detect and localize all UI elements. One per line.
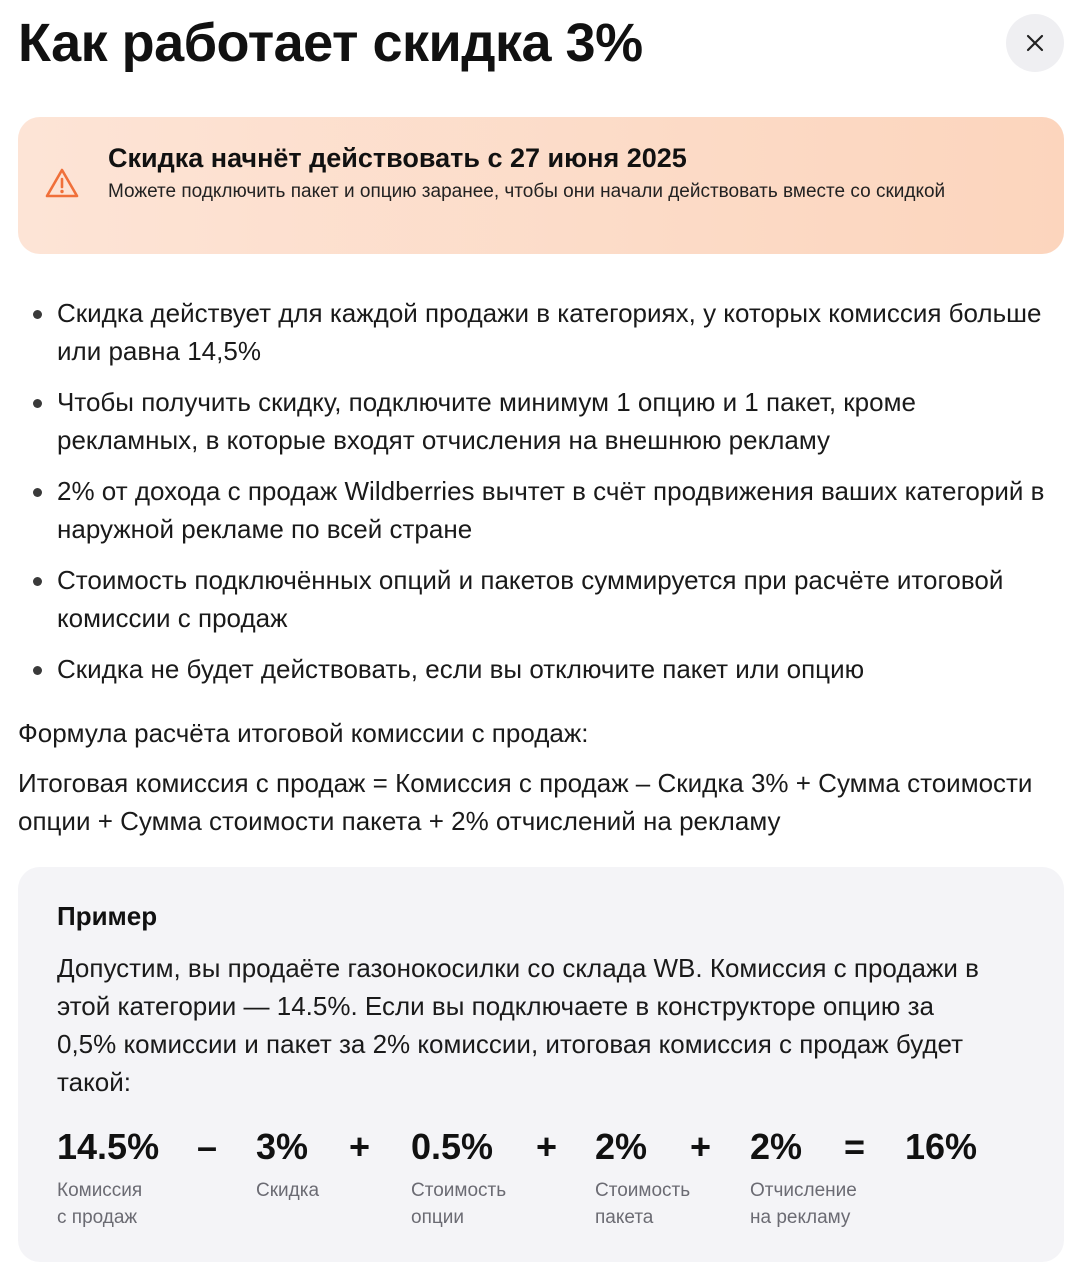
term-value: 2% bbox=[750, 1126, 803, 1167]
term-label: Стоимость опции bbox=[411, 1180, 507, 1228]
list-item bbox=[0, 472, 1079, 548]
list-item-text: 2% от дохода с продаж Wildberries вычтет в счёт продвижения ваших категорий в наружной рекламе по всей стране bbox=[57, 476, 1045, 544]
warning-icon bbox=[44, 167, 80, 199]
operator-plus: + bbox=[349, 1126, 371, 1167]
bullet-dot bbox=[33, 310, 42, 319]
formula-heading: Формула расчёта итоговой комиссии с продаж: bbox=[18, 718, 589, 748]
close-icon bbox=[1025, 33, 1045, 53]
term-total bbox=[905, 1125, 977, 1169]
bullet-dot bbox=[33, 577, 42, 586]
list-item-text: Скидка действует для каждой продажи в категориях, у которых комиссия больше или равна 14,5% bbox=[57, 298, 1042, 366]
list-item bbox=[0, 650, 1079, 688]
term-value: 0.5% bbox=[411, 1126, 494, 1167]
bullet-dot bbox=[33, 488, 42, 497]
banner-title: Скидка начнёт действовать с 27 июня 2025 bbox=[108, 143, 687, 173]
bullet-dot bbox=[33, 666, 42, 675]
term-advertising bbox=[750, 1125, 857, 1231]
formula-text: Итоговая комиссия с продаж = Комиссия с продаж – Скидка 3% + Сумма стоимости опции + Сумма стоимости пакета + 2% отчислений на рекламу bbox=[18, 768, 1033, 836]
term-option bbox=[411, 1125, 506, 1231]
page-title: Как работает скидка 3% bbox=[18, 13, 643, 73]
conditions-list bbox=[0, 294, 1079, 701]
list-item-text: Скидка не будет действовать, если вы отключите пакет или опцию bbox=[57, 654, 865, 684]
example-title: Пример bbox=[57, 901, 158, 931]
term-value: 16% bbox=[905, 1126, 978, 1167]
operator-minus: – bbox=[197, 1126, 218, 1167]
list-item-text: Стоимость подключённых опций и пакетов суммируется при расчёте итоговой комиссии с продаж bbox=[57, 565, 1004, 633]
list-item-text: Чтобы получить скидку, подключите минимум 1 опцию и 1 пакет, кроме рекламных, в которые входят отчисления на внешнюю рекламу bbox=[57, 387, 916, 455]
term-label: Скидка bbox=[256, 1180, 320, 1201]
close-button[interactable] bbox=[1006, 14, 1064, 72]
operator-plus: + bbox=[536, 1126, 558, 1167]
list-item bbox=[0, 561, 1079, 637]
operator-equals: = bbox=[844, 1126, 866, 1167]
bullet-dot bbox=[33, 399, 42, 408]
warning-banner bbox=[18, 117, 1064, 254]
term-discount bbox=[256, 1125, 319, 1204]
term-package bbox=[595, 1125, 690, 1231]
term-value: 3% bbox=[256, 1126, 309, 1167]
banner-text: Можете подключить пакет и опцию заранее, чтобы они начали действовать вместе со скидкой bbox=[108, 181, 946, 202]
term-label: Стоимость пакета bbox=[595, 1180, 691, 1228]
example-card bbox=[18, 867, 1064, 1262]
list-item bbox=[0, 383, 1079, 459]
operator-plus: + bbox=[690, 1126, 712, 1167]
term-commission bbox=[57, 1125, 159, 1231]
list-item bbox=[0, 294, 1079, 370]
term-value: 2% bbox=[595, 1126, 648, 1167]
term-label: Отчисление на рекламу bbox=[750, 1180, 857, 1228]
term-label: Комиссия с продаж bbox=[57, 1180, 143, 1228]
term-value: 14.5% bbox=[57, 1126, 160, 1167]
example-text: Допустим, вы продаёте газонокосилки со склада WB. Комиссия с продажи в этой категории — 14.5%. Если вы подключаете в конструкторе опцию за 0,5% комиссии и пакет за 2% комиссии, итоговая комиссия с продаж будет такой: bbox=[57, 953, 979, 1097]
